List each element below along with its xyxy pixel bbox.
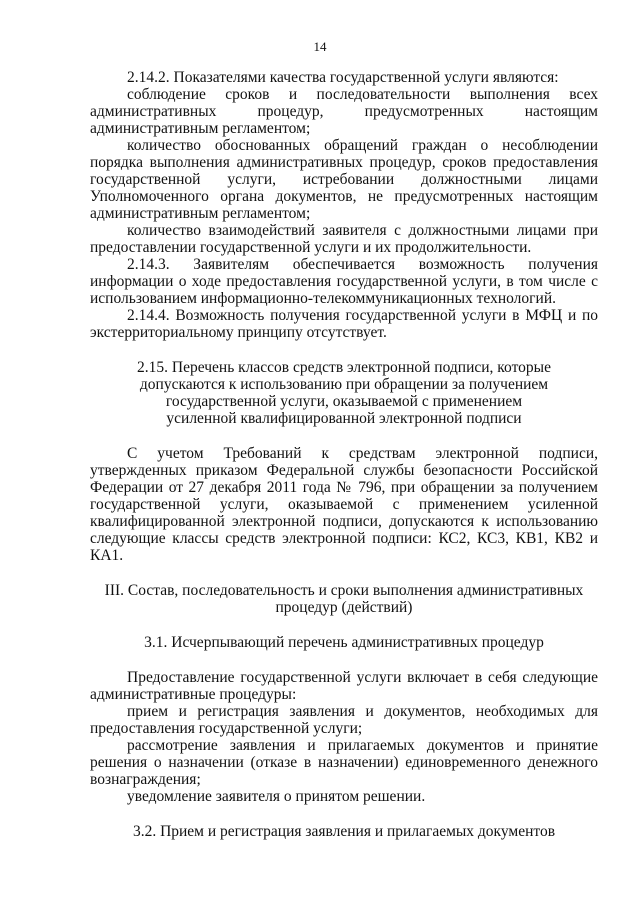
paragraph-2-14-3: 2.14.3. Заявителям обеспечивается возможность получения информации о ходе предоставления государственной услуги, в том числе с использованием информационно-телекоммуникационных технологий.: [90, 256, 598, 307]
heading-line: усиленной квалифицированной электронной подписи: [166, 410, 522, 427]
paragraph-procedure-reception: прием и регистрация заявления и документов, необходимых для предоставления государственной услуги;: [90, 703, 598, 737]
paragraph-deadlines: соблюдение сроков и последовательности выполнения всех административных процедур, предусмотренных настоящим административным регламентом;: [90, 86, 598, 137]
heading-line: процедур (действий): [275, 599, 413, 616]
document-body: [90, 69, 598, 840]
paragraph-interactions: количество взаимодействий заявителя с должностными лицами при предоставлении государственной услуги и их продолжительности.: [90, 222, 598, 256]
paragraph-procedure-review: рассмотрение заявления и прилагаемых документов и принятие решения о назначении (отказе в назначении) единовременного денежного вознаграждения;: [90, 737, 598, 788]
paragraph-2-14-4: 2.14.4. Возможность получения государственной услуги в МФЦ и по экстерриториальному принципу отсутствует.: [90, 307, 598, 341]
section-III-heading: [90, 582, 598, 616]
heading-line: 2.15. Перечень классов средств электронной подписи, которые: [137, 359, 551, 376]
page-number: 14: [313, 39, 327, 54]
paragraph-signature-classes: С учетом Требований к средствам электронной подписи, утвержденных приказом Федеральной службы безопасности Российской Федерации от 27 декабря 2011 года № 796, при обращении за получением государственной услуги, оказываемой с применением усиленной квалифицированной электронной подписи, допускаются к использованию следующие классы средств электронной подписи: КС2, КС3, КВ1, КВ2 и КА1.: [90, 445, 598, 564]
heading-line: государственной услуги, оказываемой с применением: [165, 393, 523, 410]
section-3-1-heading: 3.1. Исчерпывающий перечень административных процедур: [144, 634, 544, 651]
paragraph-complaints: количество обоснованных обращений граждан о несоблюдении порядка выполнения административных процедур, сроков предоставления государственной услуги, истребовании должностными лицами Уполномоченного органа документов, не предусмотренных настоящим административным регламентом;: [90, 137, 598, 222]
paragraph-2-14-2: 2.14.2. Показателями качества государственной услуги являются:: [127, 69, 559, 86]
section-2-15-heading: [90, 359, 598, 427]
heading-line: допускаются к использованию при обращении за получением: [139, 376, 549, 393]
heading-line: III. Состав, последовательность и сроки выполнения административных: [104, 582, 584, 599]
paragraph-procedures-intro: Предоставление государственной услуги включает в себя следующие административные процедуры:: [90, 669, 598, 703]
paragraph-procedure-notification: уведомление заявителя о принятом решении.: [127, 788, 426, 805]
section-3-2-heading: 3.2. Прием и регистрация заявления и прилагаемых документов: [132, 823, 556, 840]
